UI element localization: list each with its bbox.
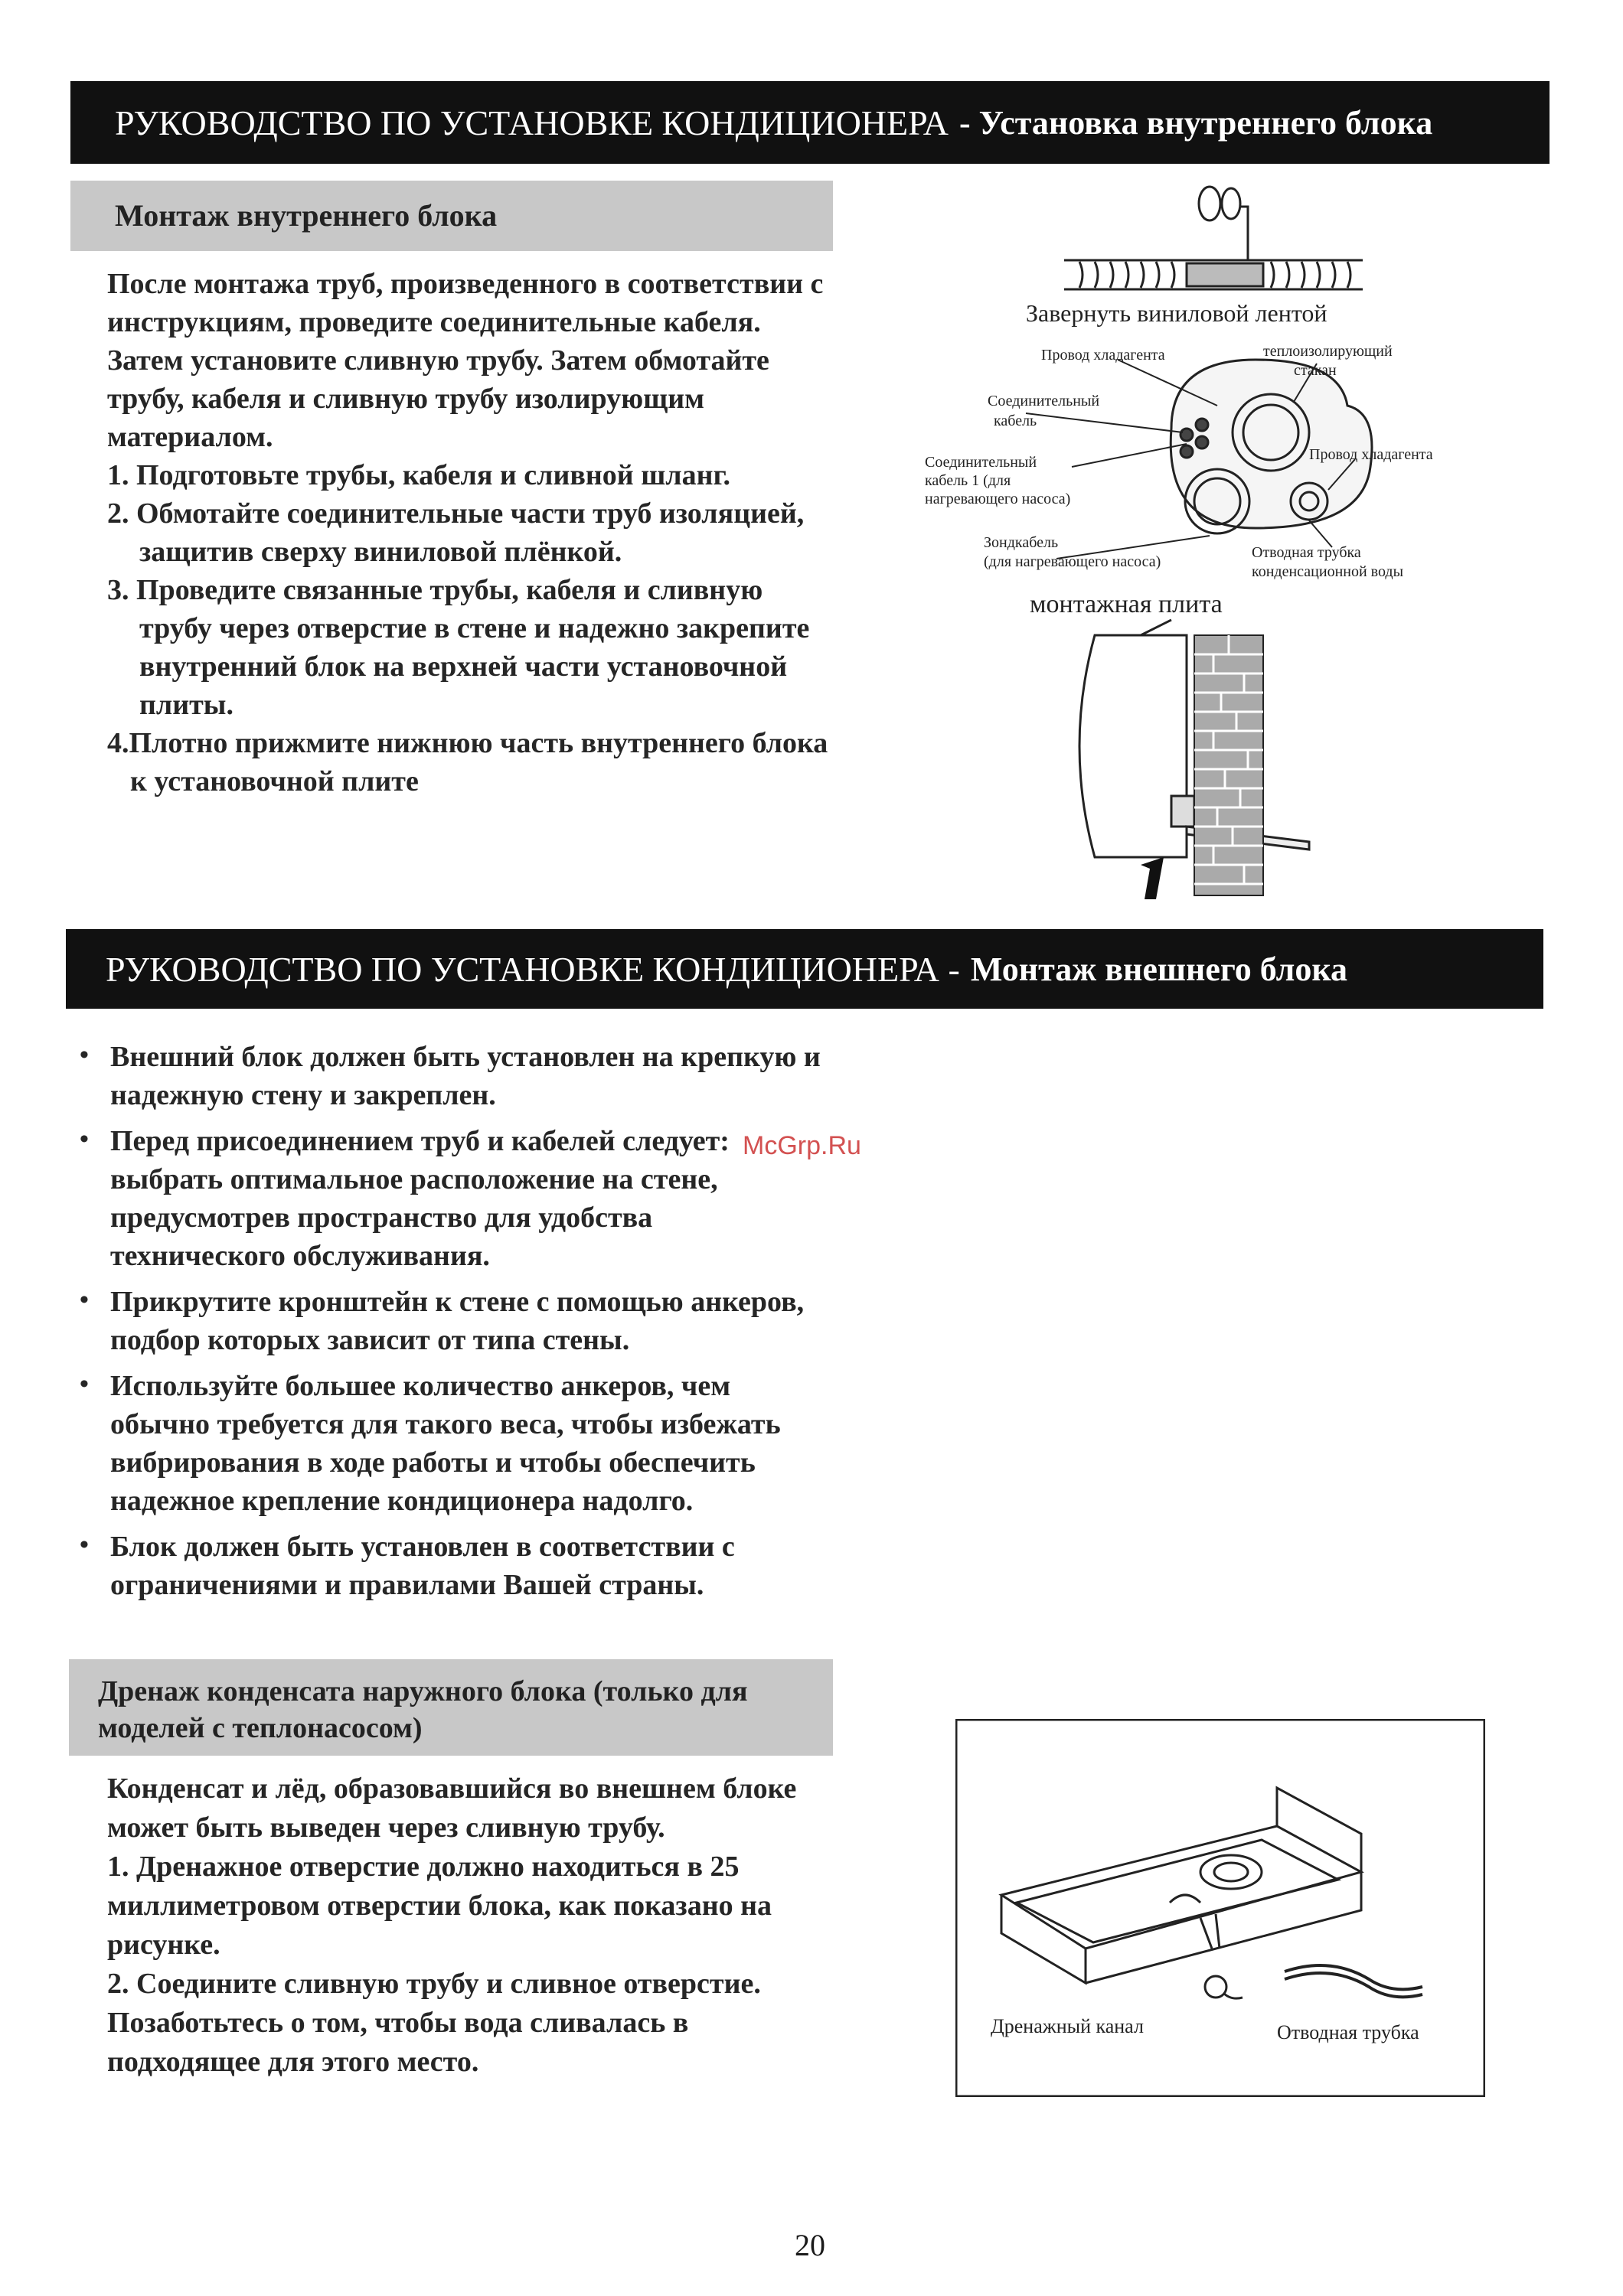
drain-figure — [955, 1719, 1485, 2097]
bullet-line: ограничениями и правилами Вашей страны. — [110, 1569, 704, 1601]
section3-subheading-line: Дренаж конденсата наружного блока (только для — [98, 1675, 748, 1707]
label-connecting-cable-2: кабель — [994, 413, 1037, 429]
drain-line: миллиметровом отверстии блока, как показано на — [107, 1890, 772, 1922]
bullet-item — [80, 1283, 945, 1359]
drain-line: подходящее для этого место. — [107, 2046, 479, 2078]
bullet-line: Используйте большее количество анкеров, чем — [110, 1370, 731, 1402]
label-cable1-a: Соединительный — [925, 454, 1037, 471]
section1-subheading-text: Монтаж внутреннего блока — [115, 198, 498, 233]
bullet-line: Внешний блок должен быть установлен на крепкую и — [110, 1041, 821, 1073]
step-3-cont: плиты. — [139, 689, 233, 721]
bullet-line: надежное крепление кондиционера надолго. — [110, 1485, 694, 1517]
press-arrow-icon — [1141, 857, 1164, 899]
bullet-line: вибрирования в ходе работы и чтобы обеспечить — [110, 1446, 756, 1479]
bullet-line: подбор которых зависит от типа стены. — [110, 1324, 630, 1356]
tape-label: Завернуть виниловой лентой — [1026, 299, 1327, 327]
section2-text — [80, 1038, 945, 1612]
bullet-dot: • — [80, 1041, 89, 1069]
step-3-cont: трубу через отверстие в стене и надежно закрепите — [139, 612, 810, 644]
drain-line: рисунке. — [107, 1929, 220, 1961]
label-refrigerant-2: Провод хладагента — [1309, 446, 1433, 463]
bullet-line: Блок должен быть установлен в соответствии с — [110, 1531, 735, 1563]
step-2-cont: защитив сверху виниловой плёнкой. — [139, 536, 622, 568]
drain-line: Позаботьтесь о том, чтобы вода сливалась в — [107, 2007, 689, 2039]
outdoor-bullet-list — [80, 1038, 945, 1604]
page-number: 20 — [795, 2228, 825, 2262]
section1-text — [107, 265, 919, 801]
bullet-line: Перед присоединением труб и кабелей следует: — [110, 1125, 730, 1157]
intro-line: После монтажа труб, произведенного в соответствии с — [107, 268, 824, 300]
bullet-line: надежную стену и закреплен. — [110, 1079, 496, 1111]
drain-line: 2. Соедините сливную трубу и сливное отверстие. — [107, 1968, 761, 2000]
label-refrigerant-1: Провод хладагента — [1041, 347, 1165, 364]
bullet-dot: • — [80, 1370, 89, 1398]
label-cable1-c: нагревающего насоса) — [925, 491, 1071, 507]
bullet-dot: • — [80, 1286, 89, 1314]
section1-title: РУКОВОДСТВО ПО УСТАНОВКЕ КОНДИЦИОНЕРА — [115, 103, 949, 142]
step-4: 4.Плотно прижмите нижнюю часть внутреннего блока — [107, 727, 828, 759]
label-insulating-cup-1: теплоизолирующий — [1263, 343, 1393, 360]
tape-roll-icon — [1199, 187, 1248, 260]
watermark: McGrp.Ru — [743, 1131, 861, 1160]
bullet-line: выбрать оптимальное расположение на стене, — [110, 1163, 718, 1195]
step-3-cont: внутренний блок на верхней части установочной — [139, 651, 788, 683]
label-drain-tube-2: конденсационной воды — [1252, 563, 1404, 580]
mounting-plate-label: монтажная плита — [1030, 590, 1223, 618]
intro-line: трубу, кабеля и сливную трубу изолирующим — [107, 383, 705, 415]
bullet-line: обычно требуется для такого веса, чтобы избежать — [110, 1408, 781, 1440]
label-probe-2: (для нагревающего насоса) — [984, 553, 1161, 570]
intro-line: Затем установите сливную трубу. Затем обмотайте — [107, 344, 769, 377]
drain-line: 1. Дренажное отверстие должно находиться в 25 — [107, 1851, 740, 1883]
section2-banner — [66, 929, 1543, 1009]
section1-banner — [70, 81, 1550, 164]
indoor-unit-figure — [911, 176, 1493, 911]
label-probe-1: Зондкабель — [984, 534, 1059, 551]
step-3: 3. Проведите связанные трубы, кабеля и сливную — [107, 574, 763, 606]
section1-subheading — [70, 181, 833, 251]
step-1: 1. Подготовьте трубы, кабеля и сливной шланг. — [107, 459, 730, 491]
bullet-dot: • — [80, 1531, 89, 1559]
label-drain-channel: Дренажный канал — [991, 2015, 1144, 2037]
section2-title: РУКОВОДСТВО ПО УСТАНОВКЕ КОНДИЦИОНЕРА - — [106, 949, 960, 989]
intro-line: материалом. — [107, 421, 273, 453]
drain-line: Конденсат и лёд, образовавшийся во внешнем блоке — [107, 1773, 797, 1805]
label-cable1-b: кабель 1 (для — [925, 472, 1011, 489]
section3-text — [107, 1769, 873, 2082]
section3-subheading — [69, 1659, 833, 1756]
drain-line: может быть выведен через сливную трубу. — [107, 1812, 665, 1844]
label-drain-tube-1: Отводная трубка — [1252, 544, 1361, 561]
bullet-line: технического обслуживания. — [110, 1240, 490, 1272]
bullet-dot: • — [80, 1125, 89, 1153]
bullet-item — [80, 1528, 945, 1604]
bullet-line: Прикрутите кронштейн к стене с помощью анкеров, — [110, 1286, 805, 1318]
label-drain-tube: Отводная трубка — [1277, 2021, 1419, 2043]
wrapped-pipe-icon — [1064, 260, 1363, 289]
step-2: 2. Обмотайте соединительные части труб изоляцией, — [107, 497, 805, 530]
label-connecting-cable-1: Соединительный — [988, 393, 1100, 409]
section2-subtitle: Монтаж внешнего блока — [970, 950, 1348, 988]
section3-subheading-line: моделей с теплонасосом) — [98, 1712, 423, 1744]
bullet-line: предусмотрев пространство для удобства — [110, 1202, 653, 1234]
section1-subtitle: - Установка внутреннего блока — [959, 103, 1433, 142]
step-4-cont: к установочной плите — [130, 765, 419, 797]
label-insulating-cup-2: стакан — [1294, 362, 1337, 379]
intro-line: инструкциям, проведите соединительные кабеля. — [107, 306, 761, 338]
brick-wall-icon — [1194, 635, 1263, 895]
bullet-item — [80, 1038, 945, 1114]
bullet-item — [80, 1367, 945, 1520]
